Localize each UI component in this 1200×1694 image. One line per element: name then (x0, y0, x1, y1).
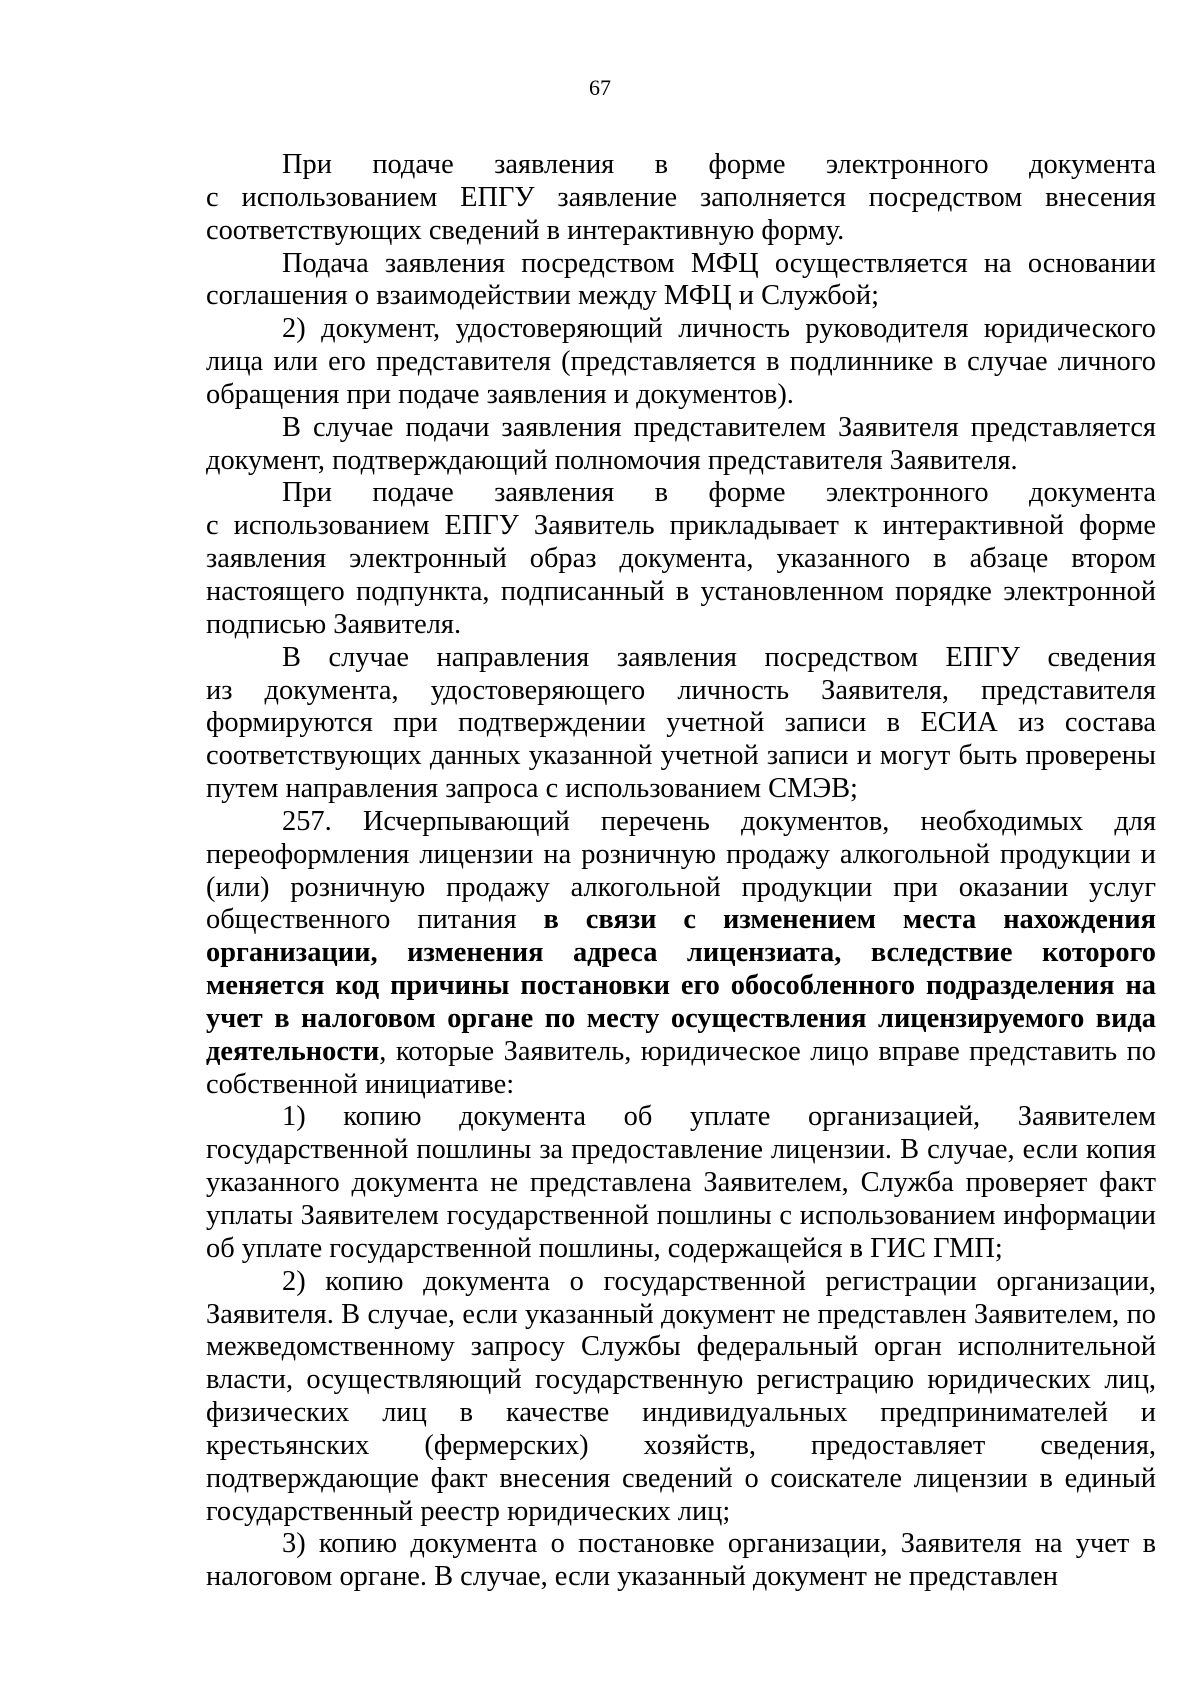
paragraph-identity-document: 2) документ, удостоверяющий личность руководителя юридического лица или его представителя (представляется в подлиннике в случае личного обращения при подаче заявления и документов). (206, 313, 1156, 410)
paragraph-representative-authority: В случае подачи заявления представителем Заявителя представляется документ, подтверждающий полномочия представителя Заявителя. (206, 411, 1156, 476)
text-line: путем направления запроса с использованием СМЭВ; (206, 773, 858, 805)
text-line: из документа, удостоверяющего личность Заявителя, представителя (206, 674, 1156, 706)
text-line: В случае направления заявления посредством ЕПГУ сведения (282, 641, 1156, 673)
page-number: 67 (589, 75, 611, 100)
text-line: соответствующих сведений в интерактивную форму. (206, 214, 845, 246)
text-line: соответствующих данных указанной учетной записи и могут быть проверены (206, 740, 1156, 772)
paragraph-item-257 (206, 806, 1156, 1102)
paragraph-electronic-image (206, 477, 1156, 641)
text-line: подписью Заявителя. (206, 608, 462, 640)
text-line: формируются при подтверждении учетной записи в ЕСИА из состава (206, 707, 1156, 739)
text-line: При подаче заявления в форме электронного документа (282, 477, 1156, 509)
paragraph-esia-verification (206, 642, 1156, 806)
paragraph-state-fee: 1) копию документа об уплате организацией, Заявителем государственной пошлины за предоставление лицензии. В случае, если копия указанного документа не представлена Заявителем, Служба проверяет факт уплаты Заявителем государственной пошлины с использованием информации об уплате государственной пошлины, содержащейся в ГИС ГМП; (206, 1101, 1156, 1264)
text-line: с использованием ЕПГУ заявление заполняется посредством внесения (206, 181, 1156, 213)
text-line: заявления электронный образ документа, указанного в абзаце втором (206, 543, 1156, 575)
text-line: При подаче заявления в форме электронного документа (282, 149, 1156, 180)
text-line: с использованием ЕПГУ Заявитель прикладывает к интерактивной форме (206, 510, 1156, 542)
document-body (206, 149, 1156, 1594)
item-257-bold-clause: в связи с изменением места нахождения организации, изменения адреса лицензиата, вследствие которого меняется код причины постановки его обособленного подразделения на учет в налоговом органе по месту осуществления лицензируемого вида деятельности (206, 904, 1156, 1067)
paragraph-state-registration: 2) копию документа о государственной регистрации организации, Заявителя. В случае, если указанный документ не представлен Заявителем, по межведомственному запросу Службы федеральный орган исполнительной власти, осуществляющий государственную регистрацию юридических лиц, физических лиц в качестве индивидуальных предпринимателей и крестьянских (фермерских) хозяйств, предоставляет сведения, подтверждающие факт внесения сведений о соискателе лицензии в единый государственный реестр юридических лиц; (206, 1265, 1156, 1527)
text-line: настоящего подпункта, подписанный в установленном порядке электронной (206, 575, 1156, 607)
paragraph-epgu-submission (206, 149, 1156, 248)
paragraph-tax-registration: 3) копию документа о постановке организации, Заявителя на учет в налоговом органе. В случае, если указанный документ не представлен (206, 1528, 1156, 1593)
paragraph-mfc-submission: Подача заявления посредством МФЦ осуществляется на основании соглашения о взаимодействии между МФЦ и Службой; (206, 247, 1156, 312)
item-257-outro: , которые Заявитель, юридическое лицо вправе представить по собственной инициативе: (206, 1035, 1156, 1100)
item-257-intro: 257. Исчерпывающий перечень документов, необходимых для переоформления лицензии на розничную продажу алкогольной продукции и (или) розничную продажу алкогольной продукции при оказании услуг общественного питания (206, 805, 1156, 936)
